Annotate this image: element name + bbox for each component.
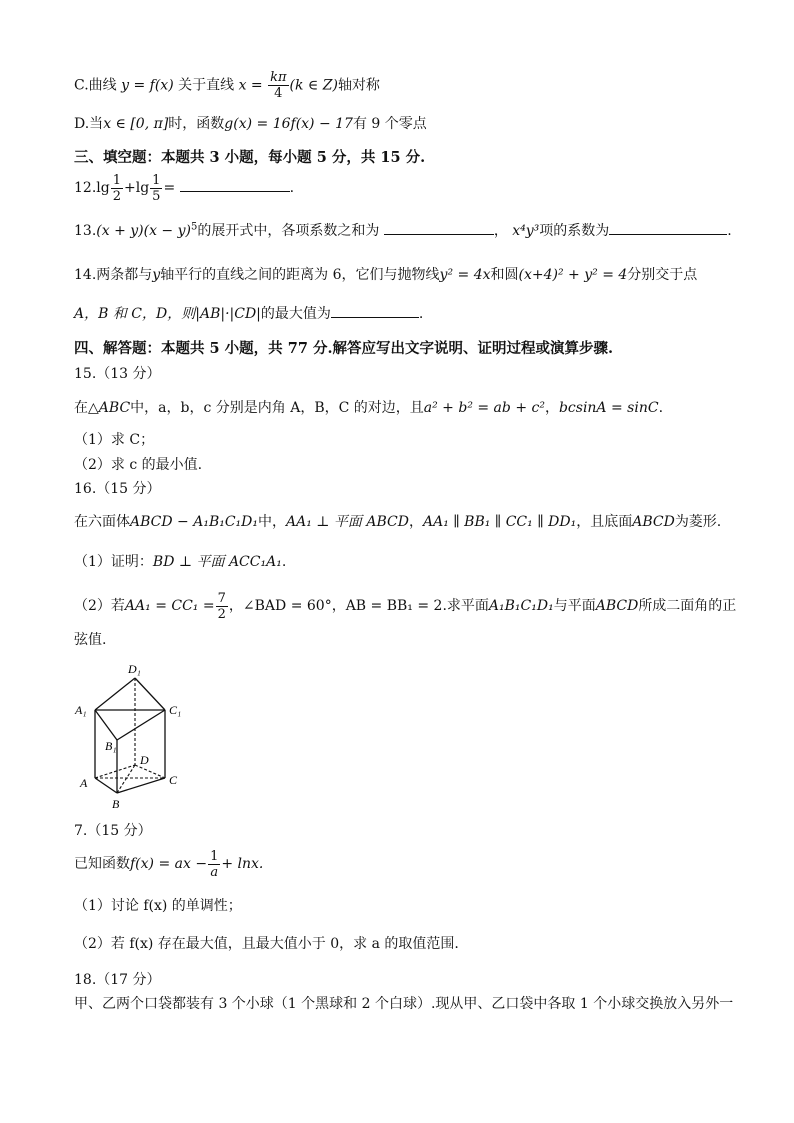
question-13: $13.(x + y)(x - y)^5$的展开式中，各项系数之和为 ， x⁴y³项的系数为 . bbox=[74, 221, 732, 239]
question-15-number: 15.（13 分） bbox=[74, 366, 161, 382]
question-14-line2: A，B 和 C，D，则|AB|·|CD|的最大值为 . bbox=[74, 303, 423, 324]
question-17-number: 7.（15 分） bbox=[74, 823, 152, 839]
section-heading-solutions: 四、解答题：本题共 5 小题，共 77 分.解答应写出文字说明、证明过程或演算步骤. bbox=[74, 340, 614, 357]
label-a: A bbox=[80, 776, 88, 790]
fraction: $\frac{k\pi}{4}$ bbox=[270, 70, 287, 101]
answer-blank[interactable] bbox=[331, 303, 419, 318]
question-18-number: 18.（17 分） bbox=[74, 972, 161, 988]
question-16-stem: 在六面体ABCD − A₁B₁C₁D₁中，AA₁ ⊥ 平面 ABCD，AA₁ ∥ BB₁ ∥ CC₁ ∥ DD₁，且底面ABCD为菱形. bbox=[74, 514, 722, 530]
section-heading-fill-blank: 三、填空题：本题共 3 小题，每小题 5 分，共 15 分. bbox=[74, 149, 426, 166]
question-14-line1: 14.两条都与y轴平行的直线之间的距离为 6，它们与抛物线y² = 4x和圆(x+4)² + y² = 4分别交于点 bbox=[74, 267, 698, 283]
question-17-part2: （2）若 f(x) 存在最大值，且最大值小于 0，求 a 的取值范围. bbox=[74, 936, 459, 952]
label-d1: D₁ bbox=[128, 662, 141, 676]
label-a1: A₁ bbox=[75, 703, 87, 717]
question-16-part2-cont: 弦值. bbox=[74, 632, 107, 648]
label-b1: B₁ bbox=[105, 739, 117, 753]
option-d: D.当x ∈ [0, π]时，函数g(x) = 16f(x) − 17有 9 个零点 bbox=[74, 116, 427, 132]
question-17-stem: 已知函数f(x) = ax − $\frac{1}{a}$ + lnx. bbox=[74, 848, 264, 880]
question-12: 12.lg $\frac{1}{2}$ +lg $\frac{1}{5}$ = . bbox=[74, 172, 295, 204]
answer-blank[interactable] bbox=[180, 177, 290, 192]
option-c: C.曲线 y = f(x) 关于直线 x = $\frac{k\pi}{4}$ (k ∈ Z)轴对称 bbox=[74, 70, 380, 101]
question-15-part1: （1）求 C； bbox=[74, 432, 155, 448]
label-d: D bbox=[140, 753, 149, 767]
question-16-number: 16.（15 分） bbox=[74, 481, 161, 497]
question-16-part2: （2）若AA₁ = CC₁ = $\frac{7}{2}$ ，∠BAD = 60°，AB = BB₁ = 2.求平面A₁B₁C₁D₁与平面ABCD所成二面角的正 bbox=[74, 590, 737, 622]
question-15-stem: 在△ABC中，a，b，c 分别是内角 A，B，C 的对边，且a² + b² = ab + c²，bcsinA = sinC. bbox=[74, 400, 664, 416]
question-15-part2: （2）求 c 的最小值. bbox=[74, 457, 203, 473]
label-c1: C₁ bbox=[169, 703, 182, 717]
hexahedron-figure bbox=[70, 660, 200, 810]
question-17-part1: （1）讨论 f(x) 的单调性； bbox=[74, 898, 242, 914]
question-16-part1: （1）证明：BD ⊥ 平面 ACC₁A₁. bbox=[74, 554, 287, 570]
answer-blank[interactable] bbox=[384, 220, 494, 235]
label-b: B bbox=[112, 797, 120, 810]
label-c: C bbox=[169, 773, 178, 787]
answer-blank[interactable] bbox=[609, 220, 727, 235]
question-18-stem: 甲、乙两个口袋都装有 3 个小球（1 个黑球和 2 个白球）.现从甲、乙口袋中各取 1 个小球交换放入另外一 bbox=[74, 996, 734, 1012]
